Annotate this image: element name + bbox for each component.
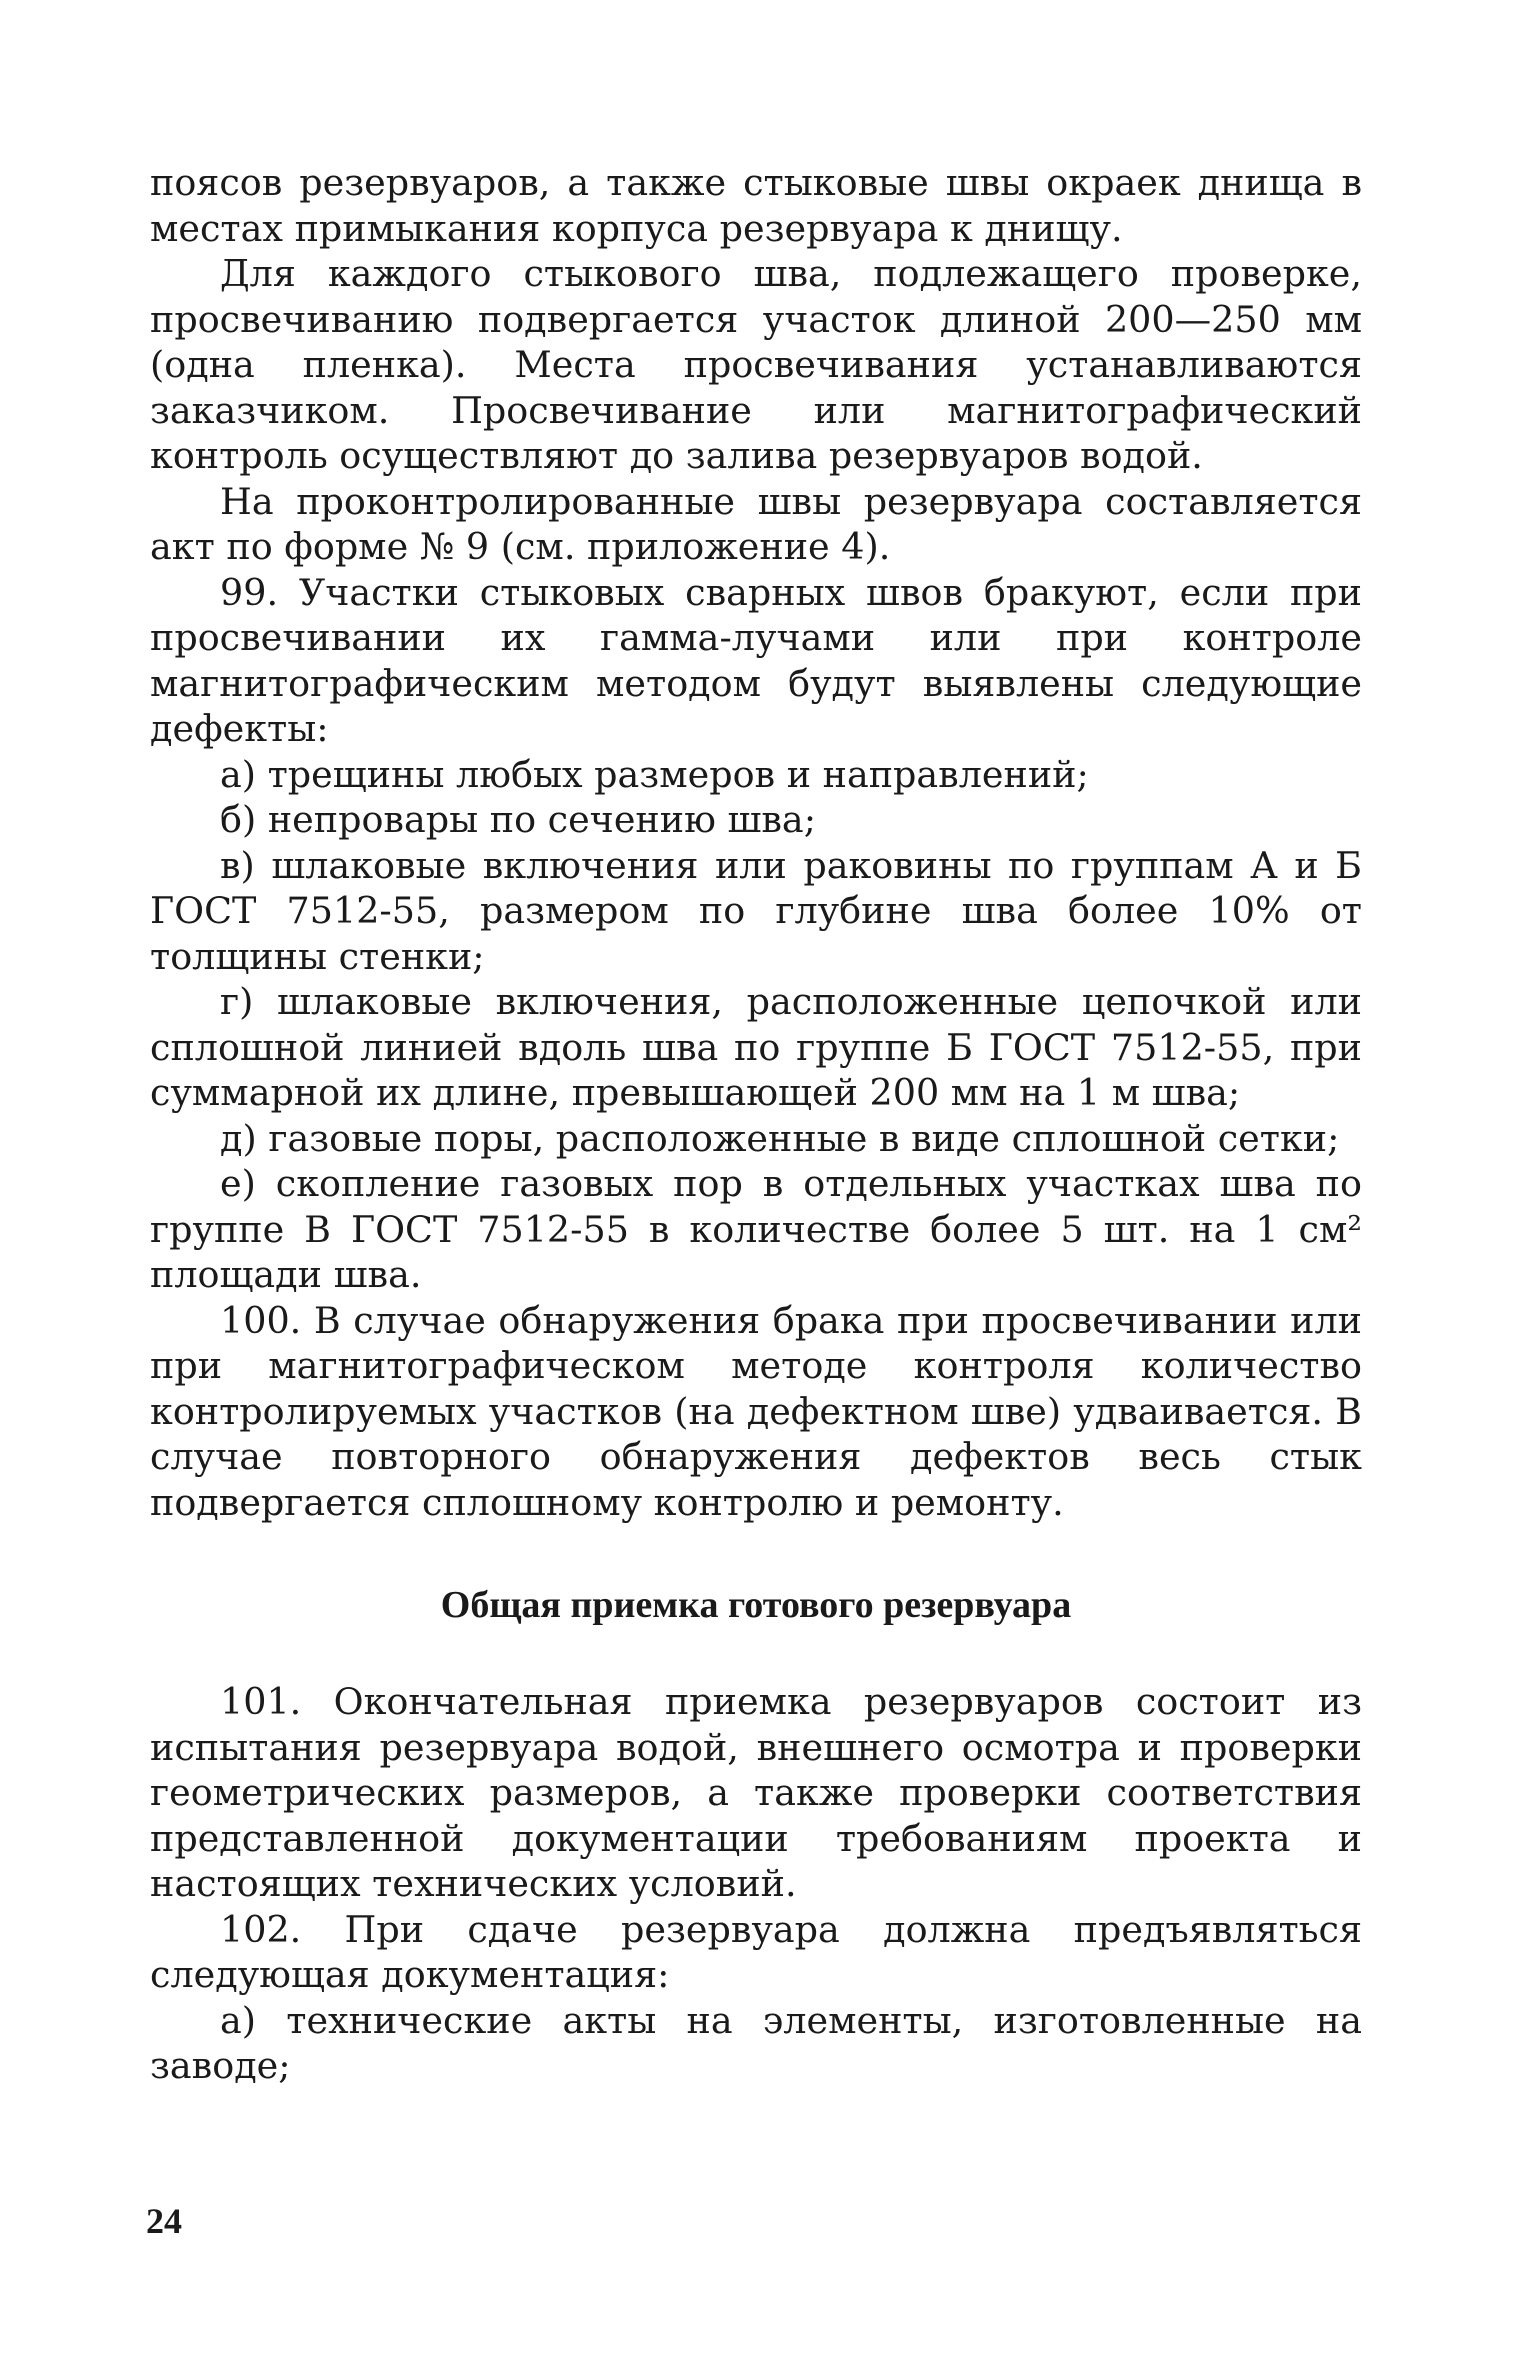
paragraph-101: 101. Окончательная приемка резервуаров состоит из испытания резервуара водой, внешнего осмотра и проверки геометрических размеров, а также проверки соответствия представленной документации требованиям проекта и настоящих технических условий. (150, 1680, 1362, 1905)
list-item-g: г) шлаковые включения, расположенные цепочкой или сплошной линией вдоль шва по группе Б ГОСТ 7512-55, при суммарной их длине, превышающей 200 мм на 1 м шва; (150, 980, 1362, 1114)
list-item-a: а) трещины любых размеров и направлений; (220, 752, 1089, 796)
paragraph-100: 100. В случае обнаружения брака при просвечивании или при магнитографическом методе контроля количество контролируемых участков (на дефектном шве) удваивается. В случае повторного обнаружения дефектов весь стык подвергается сплошному контролю и ремонту. (150, 1298, 1362, 1524)
document-page (150, 160, 1362, 2089)
list-item-a-documents: а) технические акты на элементы, изготовленные на заводе; (150, 1998, 1362, 2087)
list-item-d: д) газовые поры, расположенные в виде сплошной сетки; (220, 1116, 1340, 1160)
paragraph-inspection-length: Для каждого стыкового шва, подлежащего проверке, просвечиванию подвергается участок длиной 200—250 мм (одна пленка). Места просвечивания устанавливаются заказчиком. Просвечивание или магнитографический контроль осуществляют до залива резервуаров водой. (150, 252, 1362, 477)
paragraph-102: 102. При сдаче резервуара должна предъявляться следующая документация: (150, 1907, 1362, 1996)
list-item-b: б) непровары по сечению шва; (220, 798, 816, 841)
paragraph-99: 99. Участки стыковых сварных швов бракуют, если при просвечивании их гамма-лучами или при контроле магнитографическим методом будут выявлены следующие дефекты: (150, 570, 1362, 750)
list-item-e: е) скопление газовых пор в отдельных участках шва по группе В ГОСТ 7512-55 в количестве более 5 шт. на 1 см² площади шва. (150, 1162, 1362, 1296)
page-number: 24 (146, 2201, 182, 2241)
list-item-v: в) шлаковые включения или раковины по группам А и Б ГОСТ 7512-55, размером по глубине шва более 10% от толщины стенки; (150, 843, 1362, 978)
section-heading: Общая приемка готового резервуара (440, 1584, 1072, 1626)
paragraph-continuation: поясов резервуаров, а также стыковые швы окраек днища в местах примыкания корпуса резервуара к днищу. (150, 161, 1362, 250)
paragraph-act: На проконтролированные швы резервуара составляется акт по форме № 9 (см. приложение 4). (150, 479, 1362, 568)
